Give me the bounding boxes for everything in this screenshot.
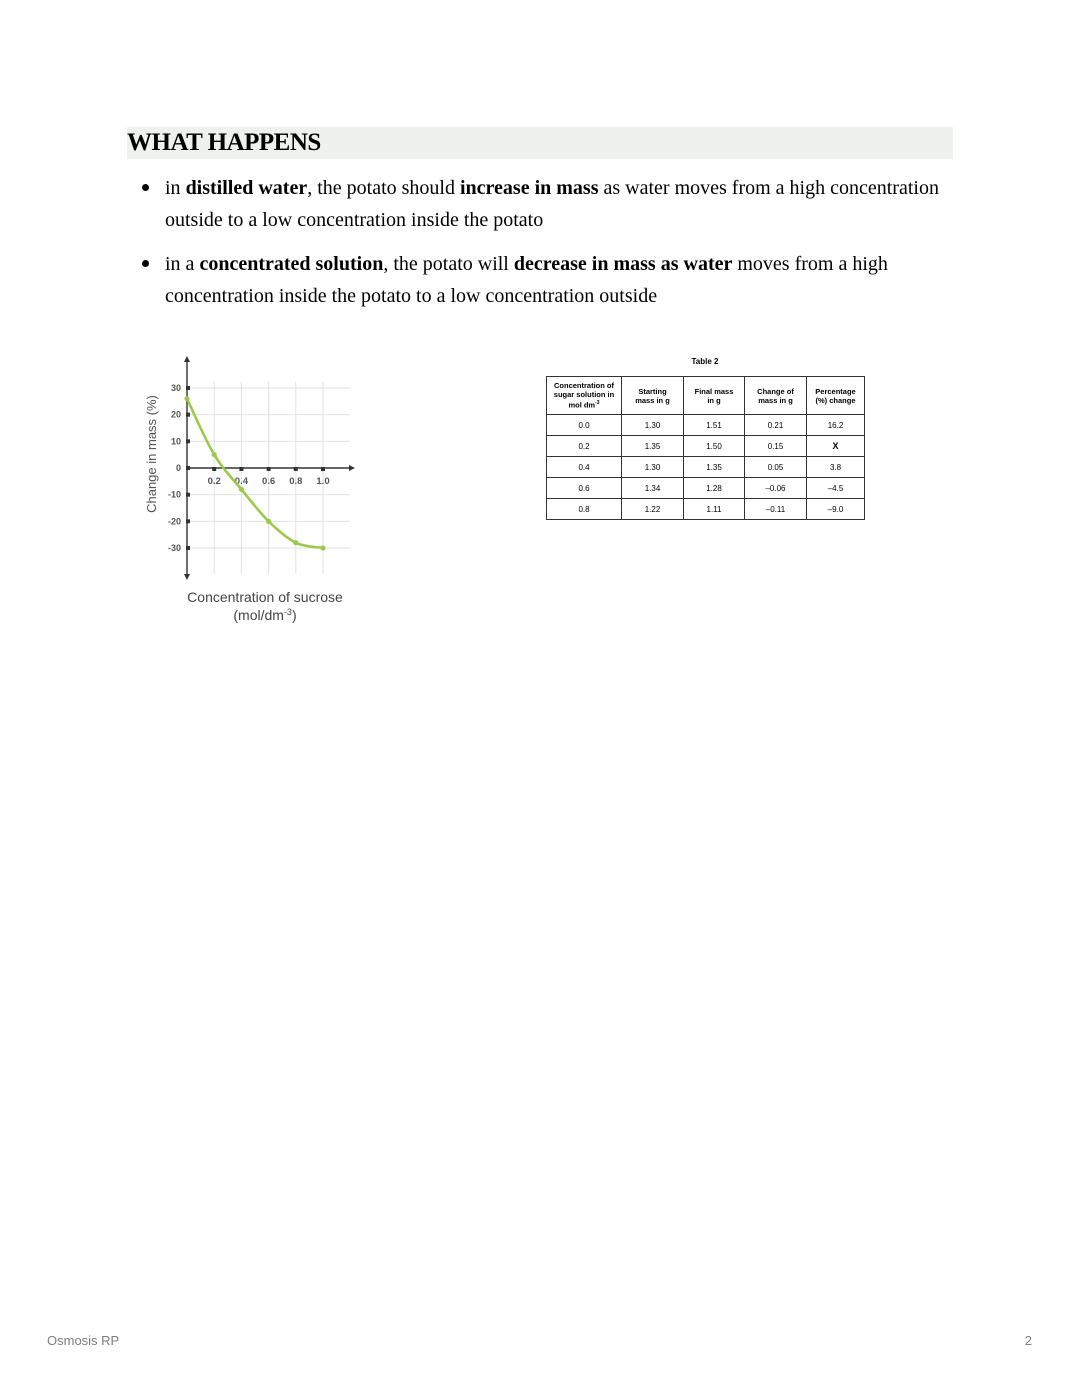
header-concentration: Concentration of sugar solution in mol $dm^{-3}$ [547, 377, 622, 415]
table-cell: –9.0 [807, 499, 865, 520]
table-cell: 3.8 [807, 457, 865, 478]
x-tick-mark [267, 467, 271, 471]
y-tick-label: -30 [167, 543, 181, 553]
x-tick-mark [321, 467, 325, 471]
y-axis-arrow-down-icon [184, 574, 190, 580]
table-cell: 0.0 [547, 415, 622, 436]
bullet-item-concentrated-solution [127, 248, 953, 312]
x-tick-label: 0.8 [289, 476, 303, 487]
table-cell: 0.21 [745, 415, 807, 436]
table-caption: Table 2 [691, 357, 719, 366]
results-table-block [546, 355, 864, 520]
table-cell: 1.35 [684, 457, 745, 478]
section-title: WHAT HAPPENS [127, 129, 321, 156]
footer-page-number: 2 [1024, 1333, 1032, 1348]
y-tick-label: -10 [167, 489, 181, 500]
x-axis-arrow-icon [349, 465, 355, 471]
table-row [547, 478, 865, 499]
data-point [212, 452, 217, 457]
bullet-text: in distilled water, the potato should increase in mass as water moves from a high concentration outside to a low concentration inside the potato [165, 177, 939, 231]
table-header-row [547, 377, 865, 415]
header-starting-mass: Starting mass in g [622, 377, 684, 415]
y-axis-arrow-up-icon [184, 356, 190, 362]
mass-change-chart [135, 348, 375, 638]
table-cell: 16.2 [807, 415, 865, 436]
table-cell: –0.11 [745, 499, 807, 520]
y-tick-mark [186, 413, 190, 417]
y-tick-mark [186, 493, 190, 497]
x-tick-label: 0.2 [207, 476, 221, 487]
data-point [293, 540, 298, 545]
table-row [547, 499, 865, 520]
x-axis-label-line1: Concentration of sucrose [187, 589, 343, 605]
table-cell: 1.22 [622, 499, 684, 520]
data-point [320, 545, 325, 550]
y-tick-mark [186, 519, 190, 523]
bullet-dot-icon [142, 184, 149, 191]
x-tick-label: 0.4 [234, 476, 249, 487]
table-row [547, 457, 865, 478]
table-cell: 1.30 [622, 415, 684, 436]
header-final-mass: Final mass in g [684, 377, 745, 415]
y-tick-mark [186, 439, 190, 443]
y-tick-mark [186, 546, 190, 550]
data-point [184, 396, 189, 401]
y-tick-label: -20 [167, 516, 181, 527]
data-point [266, 519, 271, 524]
bullet-text: in a concentrated solution, the potato will decrease in mass as water moves from a high concentration inside the potato to a low concentration outside [165, 253, 888, 307]
bullet-list [127, 172, 953, 324]
table-cell: 1.51 [684, 415, 745, 436]
x-tick-label: 1.0 [316, 476, 330, 487]
bullet-item-distilled-water [127, 172, 953, 236]
table-cell: 1.11 [684, 499, 745, 520]
table-cell: 1.30 [622, 457, 684, 478]
y-tick-label: 0 [175, 463, 181, 473]
y-tick-mark [186, 386, 190, 390]
y-tick-label: 20 [170, 409, 181, 420]
table-cell: 0.6 [547, 478, 622, 499]
table-cell: 0.15 [745, 436, 807, 457]
x-tick-mark [239, 467, 243, 471]
x-axis-label-line2: $(mol/dm^{-3})$ [233, 607, 297, 623]
series-line [187, 399, 323, 548]
bullet-dot-icon [142, 260, 149, 267]
table-cell: 0.4 [547, 457, 622, 478]
table-cell: 1.35 [622, 436, 684, 457]
footer-doc-title: Osmosis RP [47, 1333, 120, 1348]
table-cell: 0.2 [547, 436, 622, 457]
y-tick-label: 10 [170, 436, 181, 447]
chart-series [184, 396, 325, 551]
table-cell: –0.06 [745, 478, 807, 499]
table-cell: 0.05 [745, 457, 807, 478]
table-row [547, 436, 865, 457]
table-cell: 1.28 [684, 478, 745, 499]
table-row [547, 415, 865, 436]
chart-svg [135, 348, 375, 638]
results-table [546, 376, 865, 520]
header-percentage-change: Percentage (%) change [807, 377, 865, 415]
y-axis-label: Change in mass (%) [144, 395, 159, 513]
table-cell: 1.34 [622, 478, 684, 499]
x-tick-mark [212, 467, 216, 471]
table-cell: –4.5 [807, 478, 865, 499]
x-tick-mark [294, 467, 298, 471]
data-point [239, 487, 244, 492]
table-cell: 0.8 [547, 499, 622, 520]
header-change-of-mass: Change of mass in g [745, 377, 807, 415]
x-tick-label: 0.6 [261, 476, 276, 487]
table-cell: 1.50 [684, 436, 745, 457]
table-cell-unknown: X [807, 436, 865, 457]
y-tick-label: 30 [170, 383, 181, 393]
y-tick-mark [186, 466, 190, 470]
